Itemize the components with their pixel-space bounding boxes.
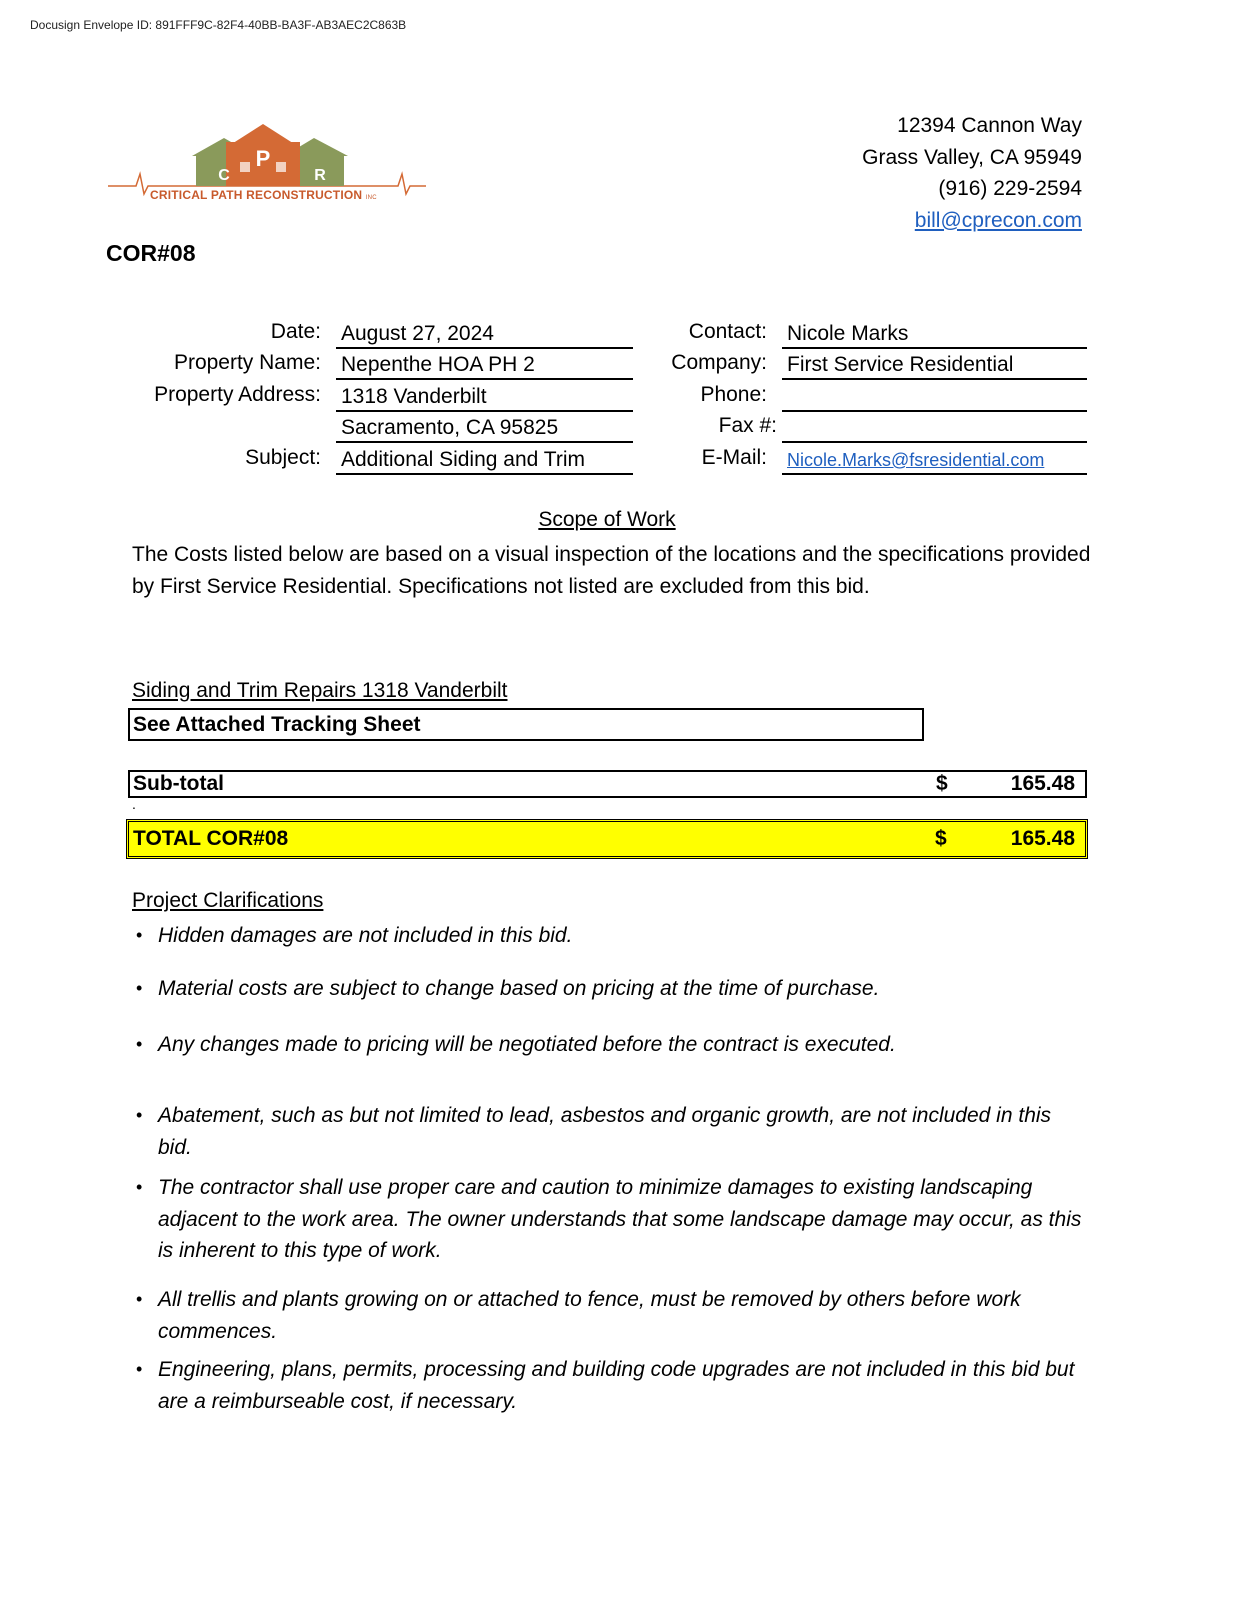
bullet-icon: • — [136, 1359, 143, 1379]
bullet-icon: • — [136, 1105, 143, 1125]
subject-value: Additional Siding and Trim — [336, 446, 633, 475]
phone-label: Phone: — [700, 383, 767, 406]
company-street: 12394 Cannon Way — [897, 114, 1082, 137]
clarification-item: • Material costs are subject to change based on pricing at the time of purchase. — [136, 973, 1086, 1005]
property-name-label: Property Name: — [173, 351, 321, 374]
property-name-value: Nepenthe HOA PH 2 — [336, 351, 633, 380]
logo-company-name: CRITICAL PATH RECONSTRUCTION INC — [150, 188, 377, 202]
fax-label: Fax #: — [718, 414, 777, 437]
phone-value — [782, 383, 1087, 412]
company-label: Company: — [671, 351, 767, 374]
subtotal-label: Sub-total — [133, 772, 224, 795]
subject-label: Subject: — [245, 446, 321, 469]
company-logo — [108, 122, 428, 214]
tracking-sheet-item: See Attached Tracking Sheet — [128, 708, 924, 741]
company-value: First Service Residential — [782, 351, 1087, 380]
clarification-item: • Any changes made to pricing will be negotiated before the contract is executed. — [136, 1029, 1086, 1061]
company-city: Grass Valley, CA 95949 — [862, 145, 1082, 169]
bullet-icon: • — [136, 1034, 143, 1054]
bullet-icon: • — [136, 978, 143, 998]
fax-value — [782, 414, 1087, 443]
scope-text: The Costs listed below are based on a visual inspection of the locations and the specifications provided by First Service Residential. Specifications not listed are excluded from this bid. — [132, 543, 1091, 598]
email-value — [782, 446, 1087, 475]
subtotal-amount: 165.48 — [1010, 772, 1075, 795]
date-value: August 27, 2024 — [336, 320, 633, 349]
logo-letter-p: P — [255, 146, 271, 171]
clarification-item: • Engineering, plans, permits, processing and building code upgrades are not included in this bid but are a reimburseable cost, if necessary. — [136, 1354, 1086, 1417]
property-address-line2: Sacramento, CA 95825 — [336, 414, 633, 443]
contact-email-link[interactable]: Nicole.Marks@fsresidential.com — [787, 450, 1045, 470]
email-label: E-Mail: — [701, 446, 767, 469]
separator-dot: . — [132, 796, 136, 812]
total-row — [126, 819, 1088, 859]
clarification-item: • Hidden damages are not included in this bid. — [136, 920, 1086, 952]
clarifications-heading: Project Clarifications — [132, 889, 324, 912]
bullet-icon: • — [136, 925, 143, 945]
total-label: TOTAL COR#08 — [133, 827, 289, 850]
scope-heading: Scope of Work — [538, 508, 676, 531]
contact-value: Nicole Marks — [782, 320, 1087, 349]
clarification-item: • Abatement, such as but not limited to lead, asbestos and organic growth, are not included in this bid. — [136, 1100, 1086, 1163]
property-address-line1: 1318 Vanderbilt — [336, 383, 633, 412]
document-title: COR#08 — [106, 240, 196, 266]
logo-letter-r: R — [314, 167, 326, 184]
company-email-link[interactable]: bill@cprecon.com — [914, 208, 1082, 232]
company-address-block — [862, 110, 1082, 236]
total-amount: 165.48 — [1010, 827, 1075, 850]
docusign-envelope-id: Docusign Envelope ID: 891FFF9C-82F4-40BB-BA3F-AB3AEC2C863B — [30, 18, 407, 32]
property-address-label: Property Address: — [154, 383, 321, 406]
clarification-item: • The contractor shall use proper care and caution to minimize damages to existing landscaping adjacent to the work area. The owner understands that some landscape damage may occur, as this is inherent to this type of work. — [136, 1172, 1086, 1267]
clarification-item: • All trellis and plants growing on or attached to fence, must be removed by others before work commences. — [136, 1284, 1086, 1347]
total-currency: $ — [935, 827, 947, 850]
contact-label: Contact: — [688, 320, 767, 343]
logo-letter-c: C — [218, 167, 230, 184]
company-phone: (916) 229-2594 — [938, 177, 1082, 200]
bullet-icon: • — [136, 1289, 143, 1309]
subtotal-currency: $ — [936, 772, 948, 795]
section-heading: Siding and Trim Repairs 1318 Vanderbilt — [132, 679, 508, 702]
bullet-icon: • — [136, 1177, 143, 1197]
date-label: Date: — [270, 320, 321, 343]
subtotal-row — [128, 770, 1087, 798]
